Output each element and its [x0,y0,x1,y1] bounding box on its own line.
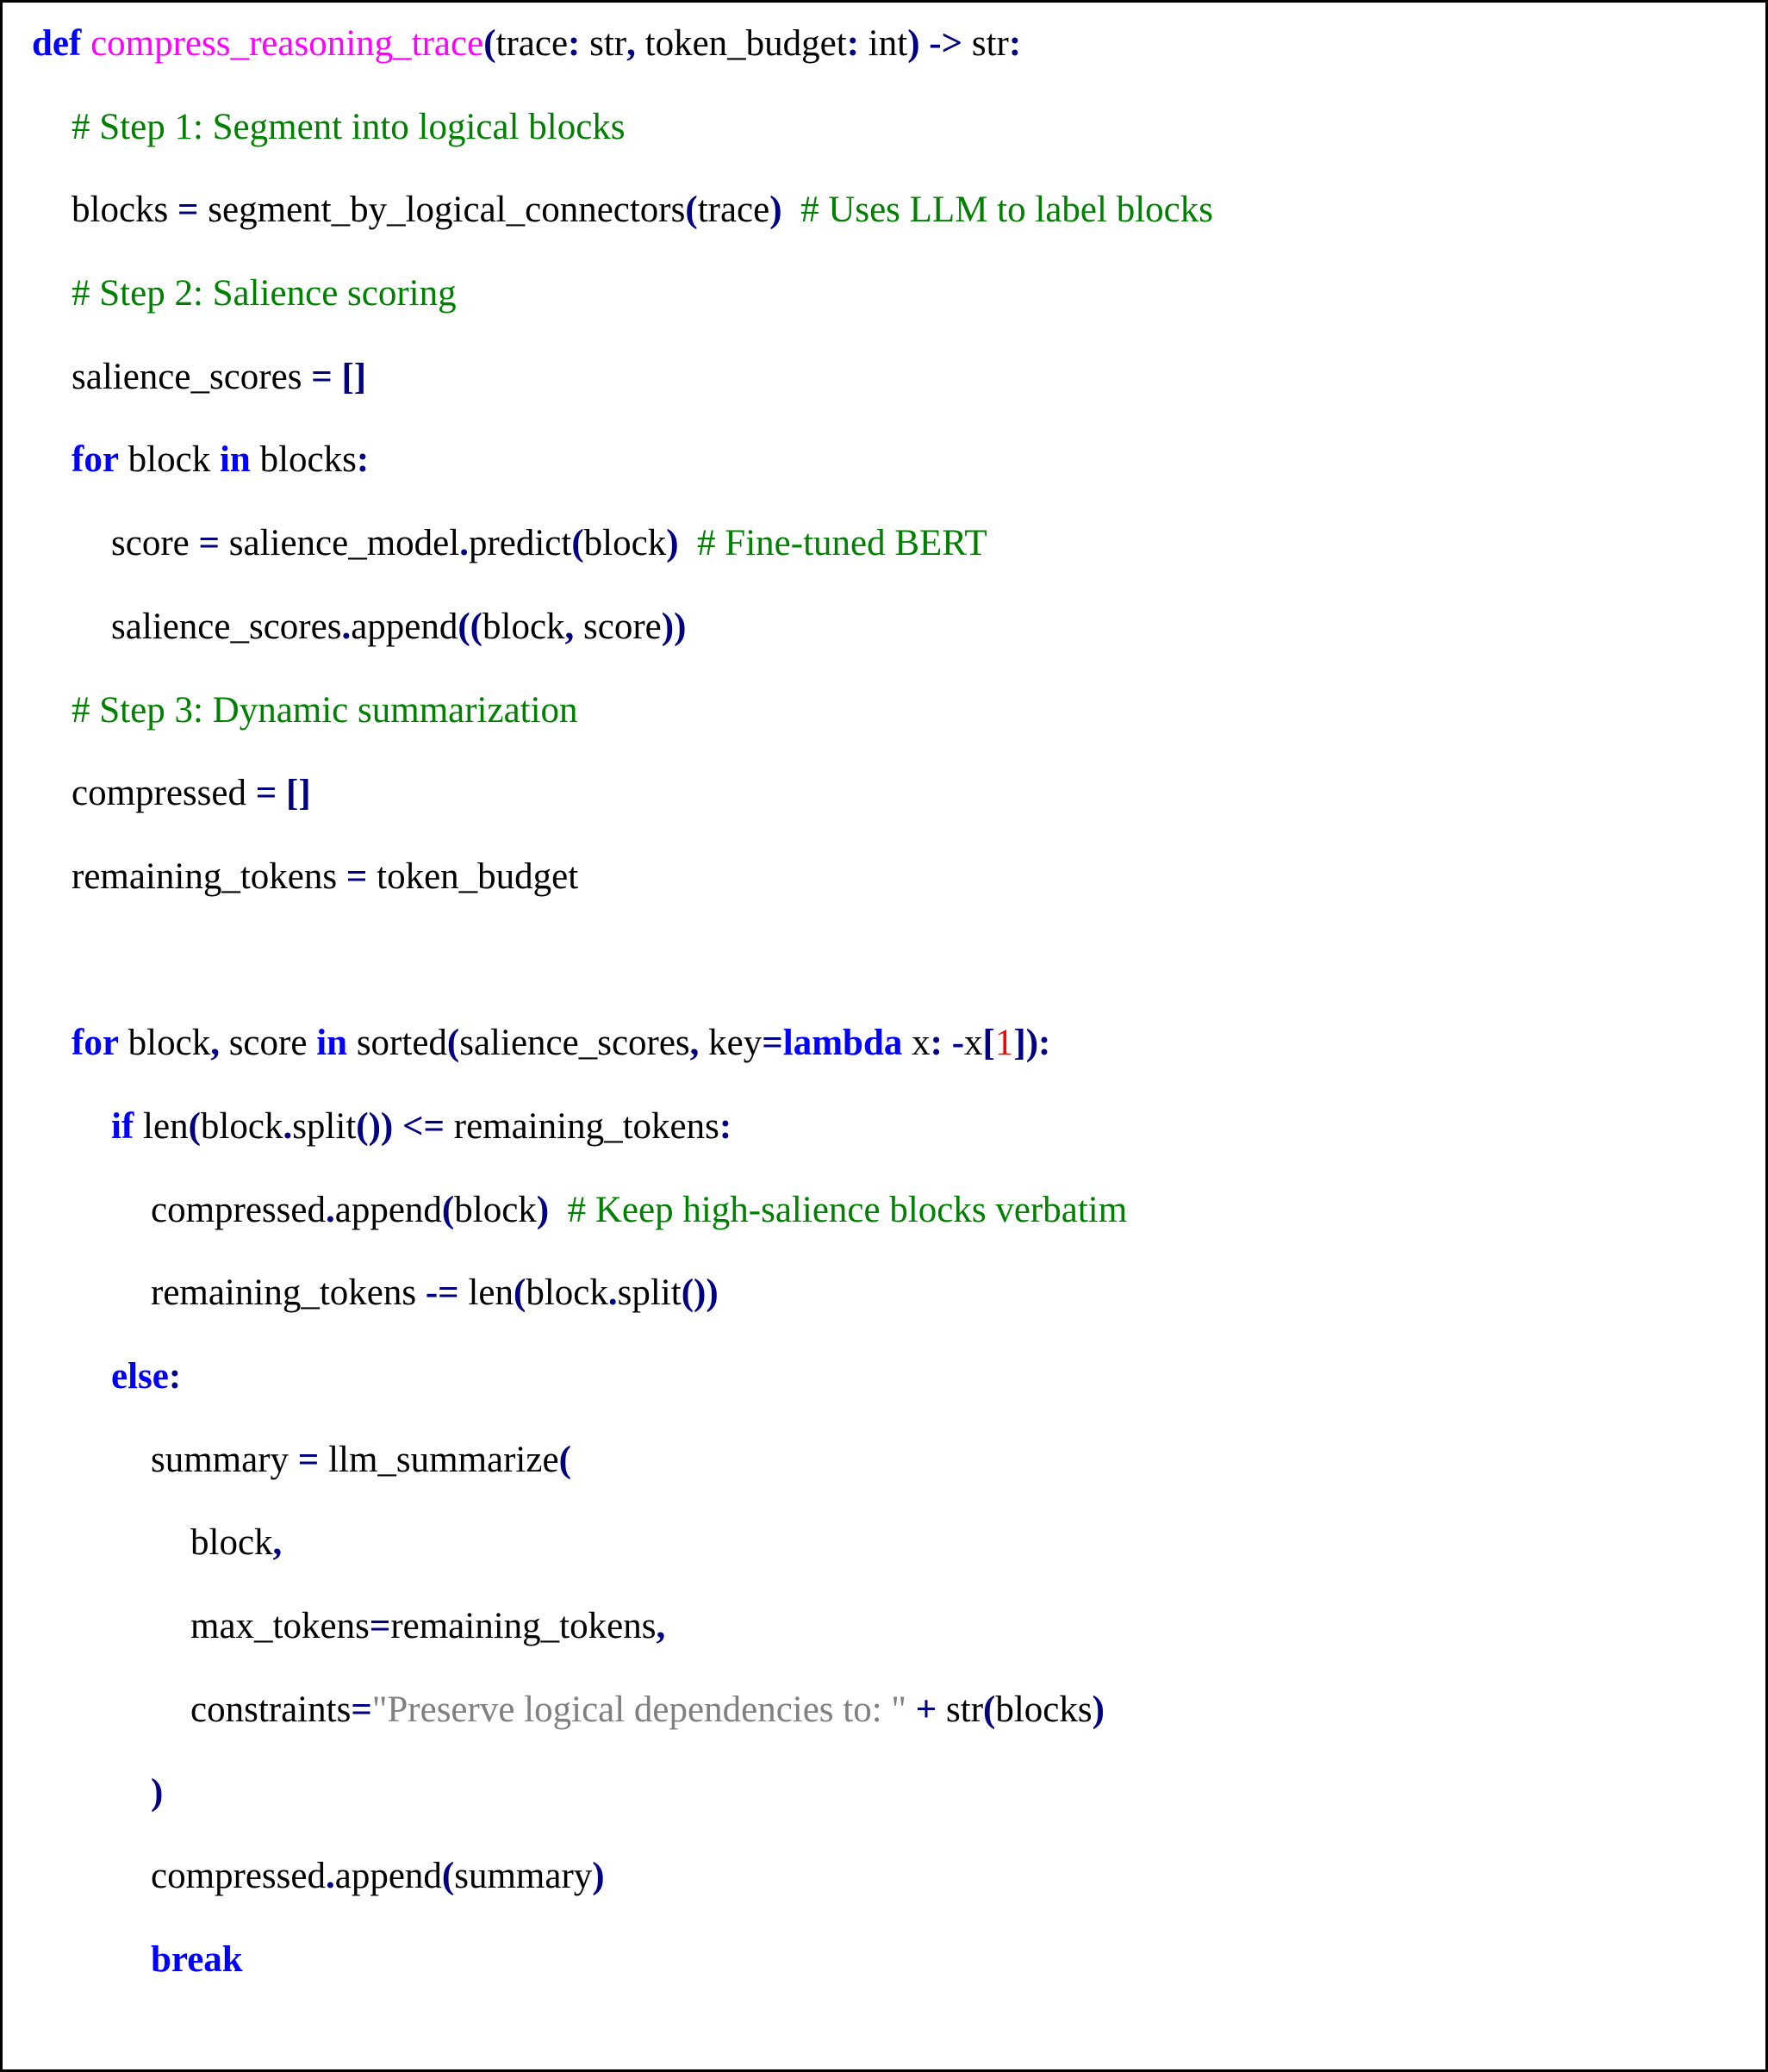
code-token: str [580,23,627,64]
code-token: compressed [72,773,256,814]
code-token: : [846,23,860,64]
code-token: if [111,1105,134,1147]
code-token [393,1106,402,1147]
code-token: -> [929,23,963,64]
code-token: append [334,1856,442,1897]
code-token [333,357,342,397]
code-token: block [454,1189,537,1230]
code-token: summary [454,1856,593,1897]
code-token: # Step 2: Salience scoring [72,273,457,314]
code-token: segment_by_logical_connectors [198,190,686,231]
code-token: score [574,606,662,647]
code-token: = [762,1023,783,1064]
code-token: : [719,1105,732,1147]
code-token: ( [441,1189,455,1230]
code-token: , [656,1606,666,1647]
code-token: token_budget [367,856,579,897]
code-token: predict [468,523,572,564]
code-token: , [272,1522,283,1564]
code-token: = [346,856,368,897]
code-token: [] [286,773,311,814]
code-token: x [902,1023,931,1064]
code-token: ()) [356,1105,394,1147]
code-line [32,1019,1746,1103]
code-token: ) [592,1856,605,1897]
code-token: trace [697,190,770,231]
code-token: ]): [1013,1023,1051,1064]
code-token: token_budget [635,23,847,64]
code-line [32,1519,1746,1602]
code-line [32,603,1746,687]
code-token: ()) [681,1272,719,1314]
code-token: : [1008,23,1022,64]
code-token: split [617,1272,682,1314]
code-token: in [316,1023,348,1064]
code-token: . [341,606,352,647]
code-token: (( [458,606,482,647]
code-token: block [200,1105,283,1147]
code-token: . [326,1856,335,1897]
code-token: : [356,439,370,481]
code-token: <= [402,1105,445,1147]
code-token: . [326,1189,335,1230]
code-token: llm_summarize [319,1439,559,1480]
code-token: : [930,1023,943,1064]
code-token: # Step 3: Dynamic summarization [72,689,578,731]
code-line [32,186,1746,270]
code-token: [ [982,1023,995,1064]
code-token: ) [151,1772,164,1814]
code-token: = [351,1689,372,1730]
code-token [81,23,90,64]
code-token: = [255,773,277,814]
code-token: salience_model [220,523,460,564]
code-line [32,1769,1746,1852]
code-line [32,1186,1746,1270]
code-token: break [151,1938,243,1980]
code-token: salience_scores [111,606,342,647]
code-token: , [210,1023,220,1064]
code-token: block [190,1522,273,1564]
code-token: block [583,523,667,564]
code-token [943,1023,952,1063]
code-token: , [564,606,575,647]
code-token: len [458,1272,514,1314]
code-token: trace [495,23,569,64]
code-token: key [699,1023,763,1064]
code-token: = [297,1439,320,1480]
code-line [32,769,1746,853]
code-token: append [351,606,458,647]
code-token: # Uses LLM to label blocks [800,190,1213,231]
code-token: compressed [151,1189,326,1230]
code-token: [] [341,356,367,397]
code-token: score [219,1023,317,1064]
code-token: = [369,1606,391,1647]
code-token: salience_scores [72,356,312,397]
code-token: : [168,1356,182,1397]
code-line [32,1852,1746,1936]
code-token: . [283,1105,293,1147]
code-token [906,1689,916,1730]
code-token: remaining_tokens [72,856,346,897]
code-token: compressed [151,1856,326,1897]
code-token: split [292,1105,357,1147]
code-token: = [177,190,199,231]
code-line [32,687,1746,770]
code-line [32,1353,1746,1436]
code-token: compress_reasoning_trace [90,23,484,64]
code-line [32,1936,1746,2019]
code-token: append [334,1189,442,1230]
code-token: block [482,606,565,647]
code-line [32,520,1746,603]
code-token: remaining_tokens [151,1272,426,1314]
code-token: remaining_tokens [390,1606,657,1647]
code-line [32,270,1746,353]
code-token: len [134,1105,189,1147]
code-token: = [311,356,333,397]
code-token: ( [188,1105,201,1147]
code-token: sorted [347,1023,447,1064]
code-token: = [198,523,220,564]
code-token: 1 [994,1023,1014,1064]
code-line [32,353,1746,437]
code-token: ( [446,1023,460,1064]
code-token: ) [1092,1689,1105,1730]
code-token: "Preserve logical dependencies to: " [371,1689,906,1730]
code-block [32,20,1746,2019]
code-line [32,853,1746,936]
code-token: ( [513,1272,526,1314]
code-token: str [962,23,1009,64]
code-token: ) [536,1189,550,1230]
code-token: , [689,1023,700,1064]
code-token: . [607,1272,618,1314]
code-token: else [111,1356,169,1397]
code-token [920,23,930,64]
code-line [32,103,1746,187]
code-token: summary [151,1439,298,1480]
code-token: ( [983,1689,996,1730]
code-token: ( [558,1439,571,1480]
code-token: # Step 1: Segment into logical blocks [72,106,626,147]
code-token: ( [685,190,698,231]
code-token: . [459,523,469,564]
code-line [32,436,1746,520]
code-token: block [118,439,220,481]
code-token: )) [661,606,687,647]
code-token: : [568,23,581,64]
code-token: block [118,1023,211,1064]
code-token: for [72,439,119,481]
code-token: ( [571,523,584,564]
code-line [32,1436,1746,1520]
code-token: x [964,1023,983,1064]
code-token: ) [666,523,679,564]
code-line [32,936,1746,1020]
code-token: block [526,1272,608,1314]
code-token: # Fine-tuned BERT [697,523,987,564]
code-token: ) [769,190,782,231]
code-token: ( [441,1856,455,1897]
code-token: score [111,523,199,564]
code-token: ( [483,23,496,64]
code-token: salience_scores [459,1023,690,1064]
code-token: int [859,23,908,64]
code-token: # Keep high-salience blocks verbatim [567,1189,1128,1230]
code-line [32,1103,1746,1186]
code-token: def [32,23,82,64]
code-token: blocks [995,1689,1093,1730]
code-token [549,1190,568,1230]
code-token: - [951,1023,965,1064]
code-line [32,20,1746,103]
code-token [782,190,801,230]
code-token: -= [425,1272,459,1314]
code-token: blocks [250,439,357,481]
code-token: in [219,439,251,481]
code-line [32,1686,1746,1770]
code-token [277,773,286,813]
code-token: ) [907,23,920,64]
code-token: + [915,1689,937,1730]
code-line [32,1602,1746,1686]
code-token: max_tokens [190,1606,370,1647]
code-line [32,1269,1746,1353]
code-token: , [626,23,636,64]
code-token: blocks [72,190,178,231]
code-token: str [937,1689,984,1730]
code-token: remaining_tokens [445,1105,719,1147]
code-token [679,523,698,563]
code-token: for [72,1023,119,1064]
code-token: lambda [782,1023,903,1064]
code-token: constraints [190,1689,352,1730]
